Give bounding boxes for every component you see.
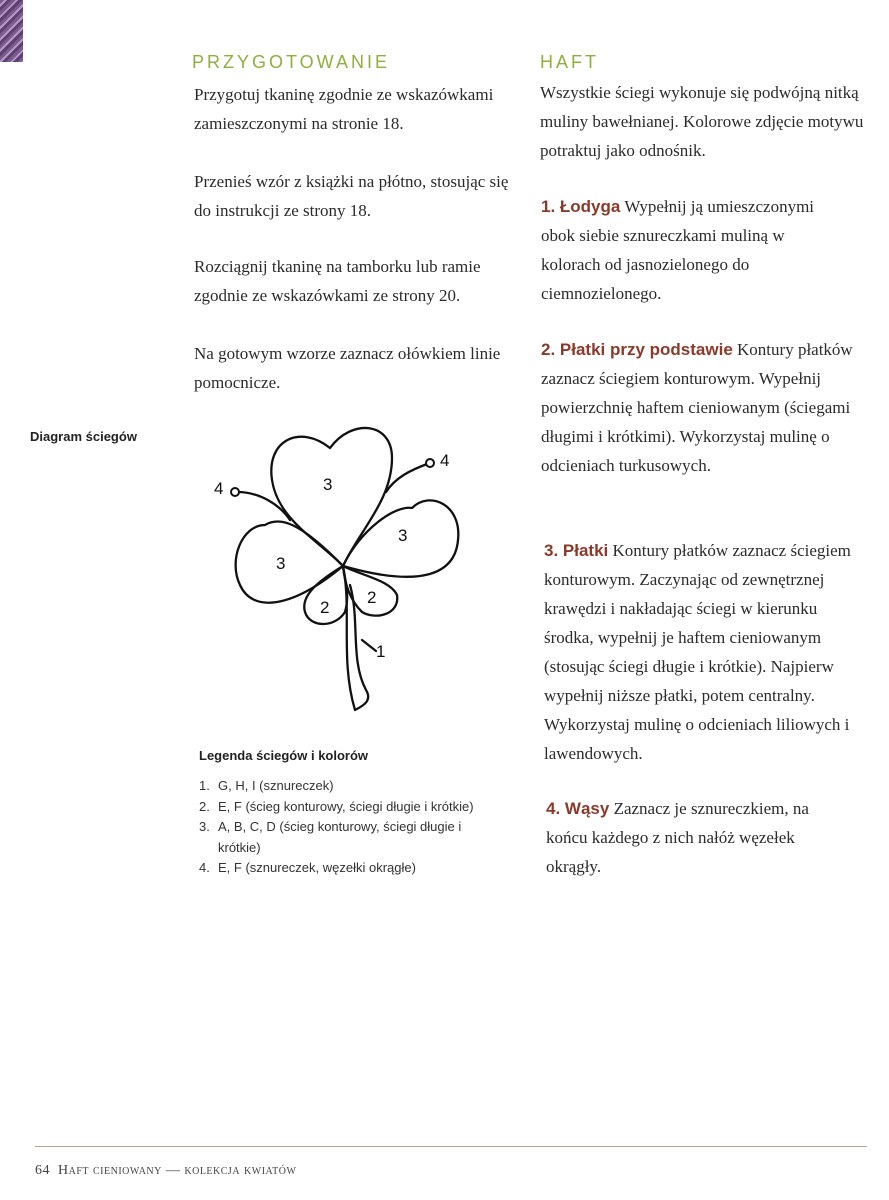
- footer-rule: [35, 1146, 867, 1147]
- section-title-preparation: PRZYGOTOWANIE: [192, 52, 391, 72]
- legend-item-text: E, F (sznureczek, węzełki okrągłe): [218, 860, 416, 875]
- right-tendril-knot: [426, 459, 434, 467]
- stem-pointer-line: [362, 640, 376, 651]
- step-heading: 2. Płatki przy podstawie: [541, 340, 733, 359]
- marker-stem: 1: [376, 642, 386, 661]
- marker-right-petal: 3: [398, 526, 408, 545]
- legend-item: [199, 858, 538, 879]
- step-stem: [541, 192, 841, 308]
- legend-item: [199, 776, 538, 797]
- section-title-embroidery: HAFT: [540, 52, 599, 72]
- step-heading: 1. Łodyga: [541, 197, 621, 216]
- page-footer: [35, 1163, 296, 1179]
- marker-left-tendril: 4: [214, 479, 224, 498]
- legend-title: Legenda ściegów i kolorów: [199, 748, 369, 763]
- legend-item-text: E, F (ścieg konturowy, ściegi długie i krótkie): [218, 798, 474, 814]
- marker-right-tendril: 4: [440, 451, 450, 470]
- marker-center-petal: 3: [323, 475, 333, 494]
- step-petals: [544, 536, 870, 768]
- embroidery-intro: Wszystkie ściegi wykonuje się podwójną nitką muliny bawełnianej. Kolorowe zdjęcie motywu potraktuj jako odnośnik.: [540, 83, 864, 160]
- legend-item-number: 1.: [199, 778, 210, 793]
- left-tendril-knot: [231, 488, 239, 496]
- step-base-petals: [541, 335, 871, 480]
- step-text: Wypełnij ją umieszczonymi obok siebie sznureczkami muliną w kolorach od jasnozielonego do ciemnozielonego.: [541, 197, 815, 303]
- stitch-diagram: [200, 412, 470, 722]
- step-heading: 3. Płatki: [544, 541, 609, 560]
- preparation-paragraph-1: Przygotuj tkaninę zgodnie ze wskazówkami zamieszczonymi na stronie 18.: [194, 85, 494, 133]
- legend-item-number: 4.: [199, 860, 210, 875]
- legend-list: [199, 776, 538, 879]
- preparation-paragraph-2: Przenieś wzór z książki na płótno, stosując się do instrukcji ze strony 18.: [194, 172, 509, 220]
- corner-color-swatch: [0, 0, 23, 62]
- legend-item: [199, 797, 538, 818]
- diagram-label: Diagram ściegów: [30, 429, 137, 444]
- step-text: Kontury płatków zaznacz ściegiem konturowym. Zaczynając od zewnętrznej krawędzi i nakładając ściegi w kierunku środka, wypełnij je haftem cieniowanym (stosując ściegi długie i krótkie). Najpierw wypełnij niższe płatki, potem centralny. Wykorzystaj mulinę o odcieniach liliowych i lawendowych.: [544, 541, 851, 763]
- center-petal-outline: [271, 428, 392, 566]
- preparation-paragraph-4: Na gotowym wzorze zaznacz ołówkiem linie pomocnicze.: [194, 344, 501, 392]
- left-petal-outline: [236, 521, 343, 602]
- legend-item-number: 3.: [199, 819, 210, 834]
- step-text: Kontury płatków zaznacz ściegiem konturowym. Wypełnij powierzchnię haftem cieniowanym (ściegami długimi i krótkimi). Wykorzystaj mulinę o odcieniach turkusowych.: [541, 340, 853, 475]
- legend-item: [199, 817, 538, 858]
- footer-title: Haft cieniowany — kolekcja kwiatów: [58, 1163, 297, 1178]
- marker-small-left-petal: 2: [320, 598, 330, 617]
- legend-item-text: G, H, I (sznureczek): [218, 778, 334, 793]
- marker-left-petal: 3: [276, 554, 286, 573]
- page-number: 64: [35, 1163, 50, 1178]
- step-tendrils: [546, 794, 846, 881]
- step-text: Zaznacz je sznureczkiem, na końcu każdego z nich nałóż węzełek okrągły.: [546, 799, 809, 876]
- step-heading: 4. Wąsy: [546, 799, 610, 818]
- legend-item-text: A, B, C, D (ścieg konturowy, ściegi długie i krótkie): [218, 819, 462, 855]
- marker-small-right-petal: 2: [367, 588, 377, 607]
- preparation-paragraph-3: Rozciągnij tkaninę na tamborku lub ramie zgodnie ze wskazówkami ze strony 20.: [194, 257, 481, 305]
- legend-item-number: 2.: [199, 798, 210, 814]
